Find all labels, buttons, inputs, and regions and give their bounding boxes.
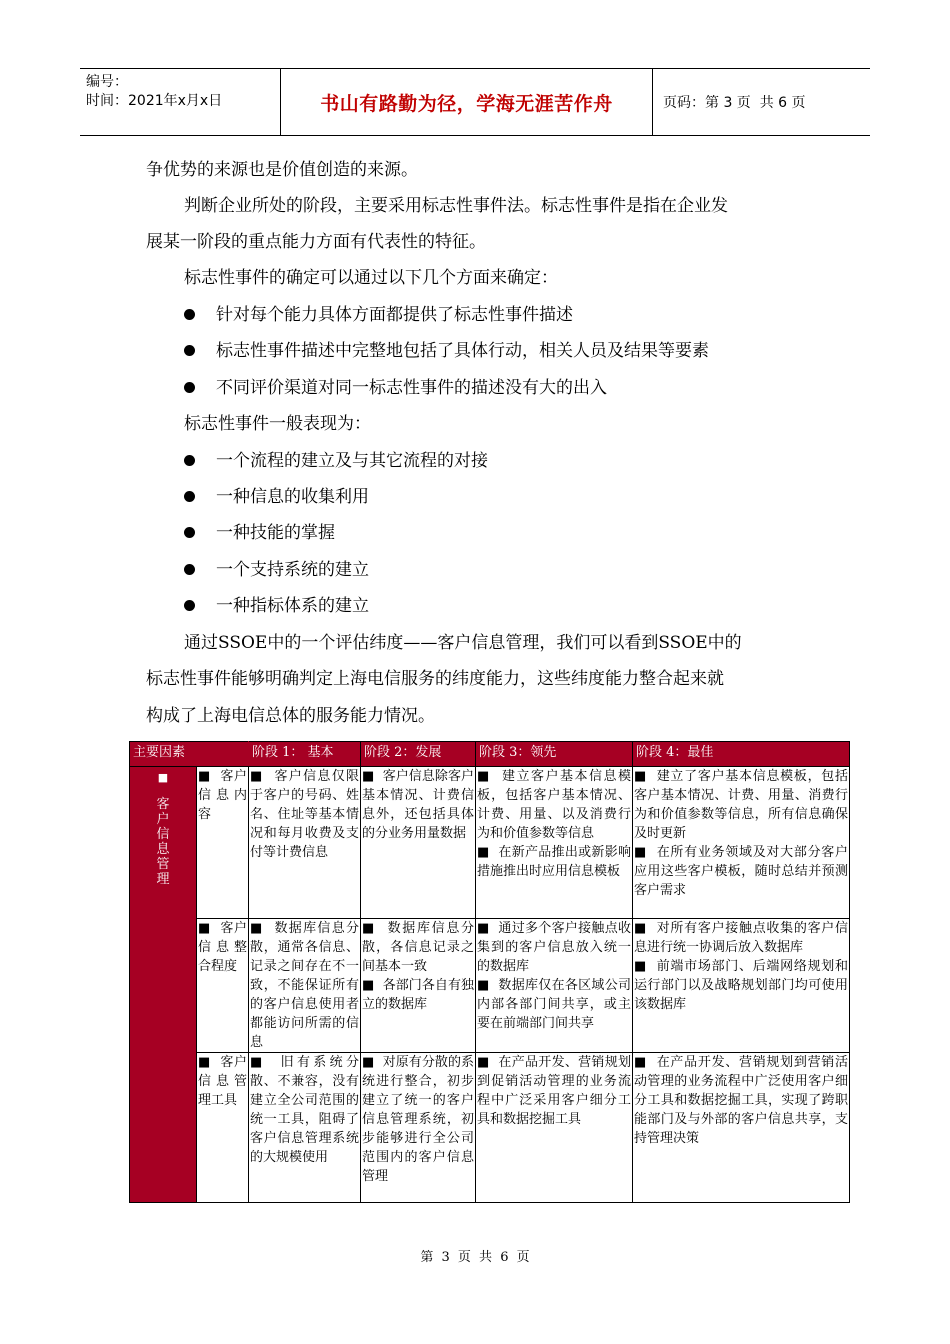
stage-table [129, 741, 850, 1203]
paragraph: 标志性事件一般表现为： [184, 414, 371, 434]
list-item-text: 不同评价渠道对同一标志性事件的描述没有大的出入 [216, 378, 607, 398]
list-item-text: 一种技能的掌握 [216, 523, 335, 543]
paragraph: 通过SSOE中的一个评估纬度——客户信息管理，我们可以看到SSOE中的 [184, 633, 742, 653]
page-label: 页码：第 3 页 共 6 页 [663, 95, 806, 111]
table-cell: ■ 通过多个客户接触点收集到的客户信息放入统一的数据库 ■ 数据库仅在各区域公司内部各部门间共享，或主要在前端部门间共享 [476, 919, 633, 1053]
paragraph: 判断企业所处的阶段，主要采用标志性事件法。标志性事件是指在企业发 [184, 196, 728, 216]
table-cell: ■ 客户信息除客户基本情况、计费信息外，还包括具体的分业务用量数据 [361, 767, 476, 919]
table-header-cell: 阶段 3：领先 [476, 742, 633, 767]
table-cell: ■ 旧有系统分散、不兼容，没有建立全公司范围的统一工具，阻碍了客户信息管理系统的大规模使用 [249, 1053, 361, 1203]
table-cell: ■ 在产品开发、营销规划到营销活动管理的业务流程中广泛使用客户细分工具和数据挖掘工具，实现了跨职能部门及与外部的客户信息共享，支持管理决策 [633, 1053, 850, 1203]
table-cell: ■ 在产品开发、营销规划到促销活动管理的业务流程中广泛采用客户细分工具和数据挖掘工具 [476, 1053, 633, 1203]
list-item-text: 一种指标体系的建立 [216, 596, 369, 616]
table-header-cell: 主要因素 [130, 742, 249, 767]
bullet-dot-icon [184, 345, 195, 356]
header-meta [80, 69, 281, 135]
paragraph: 构成了上海电信总体的服务能力情况。 [146, 706, 435, 726]
paragraph: 标志性事件能够明确判定上海电信服务的纬度能力，这些纬度能力整合起来就 [146, 669, 724, 689]
table-cell: ■ 建立了客户基本信息模板，包括客户基本情况、计费、用量、消费行为和价值参数等信息，所有信息确保及时更新 ■ 在所有业务领域及对大部分客户应用这些客户模板，随时总结并预测客户需求 [633, 767, 850, 919]
list-item-text: 标志性事件描述中完整地包括了具体行动，相关人员及结果等要素 [216, 341, 709, 361]
table-cell: ■ 客户信息仅限于客户的号码、姓名、住址等基本情况和每月收费及支付等计费信息 [249, 767, 361, 919]
bullet-dot-icon [184, 564, 195, 575]
bullet-dot-icon [184, 455, 195, 466]
bullet-dot-icon [184, 527, 195, 538]
bullet-dot-icon [184, 600, 195, 611]
table-header-cell: 阶段 2：发展 [361, 742, 476, 767]
table-cell: ■ 建立客户基本信息模板，包括客户基本情况、计费、用量、以及消费行为和价值参数等信息 ■ 在新产品推出或新影响措施推出时应用信息模板 [476, 767, 633, 919]
side-category [130, 767, 197, 1203]
bullet-dot-icon [184, 309, 195, 320]
factor-cell: ■ 客户信息内容 [197, 767, 249, 919]
list-item-text: 针对每个能力具体方面都提供了标志性事件描述 [216, 305, 573, 325]
table-row [130, 767, 850, 919]
paragraph: 争优势的来源也是价值创造的来源。 [146, 160, 418, 180]
page-footer: 第 3 页 共 6 页 [420, 1250, 530, 1265]
paragraph: 标志性事件的确定可以通过以下几个方面来确定： [184, 268, 558, 288]
date-label: 时间：2021年x月x日 [86, 93, 223, 109]
table-header-row [130, 742, 850, 767]
table-row [130, 919, 850, 1053]
square-bullet-icon: ■ [157, 771, 169, 784]
bullet-dot-icon [184, 382, 195, 393]
header-motto: 书山有路勤为径，学海无涯苦作舟 [281, 69, 653, 135]
factor-cell: ■ 客户信息整合程度 [197, 919, 249, 1053]
side-category-label: 客户信息管理 [156, 797, 170, 887]
page-header [80, 68, 870, 136]
factor-cell: ■ 客户信息管理工具 [197, 1053, 249, 1203]
list-item-text: 一个流程的建立及与其它流程的对接 [216, 451, 488, 471]
number-label: 编号： [86, 74, 128, 90]
table-cell: ■ 对所有客户接触点收集的客户信息进行统一协调后放入数据库 ■ 前端市场部门、后端网络规划和运行部门以及战略规划部门均可使用该数据库 [633, 919, 850, 1053]
list-item-text: 一种信息的收集利用 [216, 487, 369, 507]
table-cell: ■ 数据库信息分散，各信息记录之间基本一致 ■ 各部门各自有独立的数据库 [361, 919, 476, 1053]
table-row [130, 1053, 850, 1203]
table-cell: ■ 对原有分散的系统进行整合，初步建立了统一的客户信息管理系统，初步能够进行全公司范围内的客户信息管理 [361, 1053, 476, 1203]
table-header-cell: 阶段 4：最佳 [633, 742, 850, 767]
list-item-text: 一个支持系统的建立 [216, 560, 369, 580]
paragraph: 展某一阶段的重点能力方面有代表性的特征。 [146, 232, 486, 252]
header-page-number [653, 69, 870, 135]
table-cell: ■ 数据库信息分散，通常各信息、记录之间存在不一致，不能保证所有的客户信息使用者都能访问所需的信息 [249, 919, 361, 1053]
table-header-cell: 阶段 1： 基本 [249, 742, 361, 767]
bullet-dot-icon [184, 491, 195, 502]
